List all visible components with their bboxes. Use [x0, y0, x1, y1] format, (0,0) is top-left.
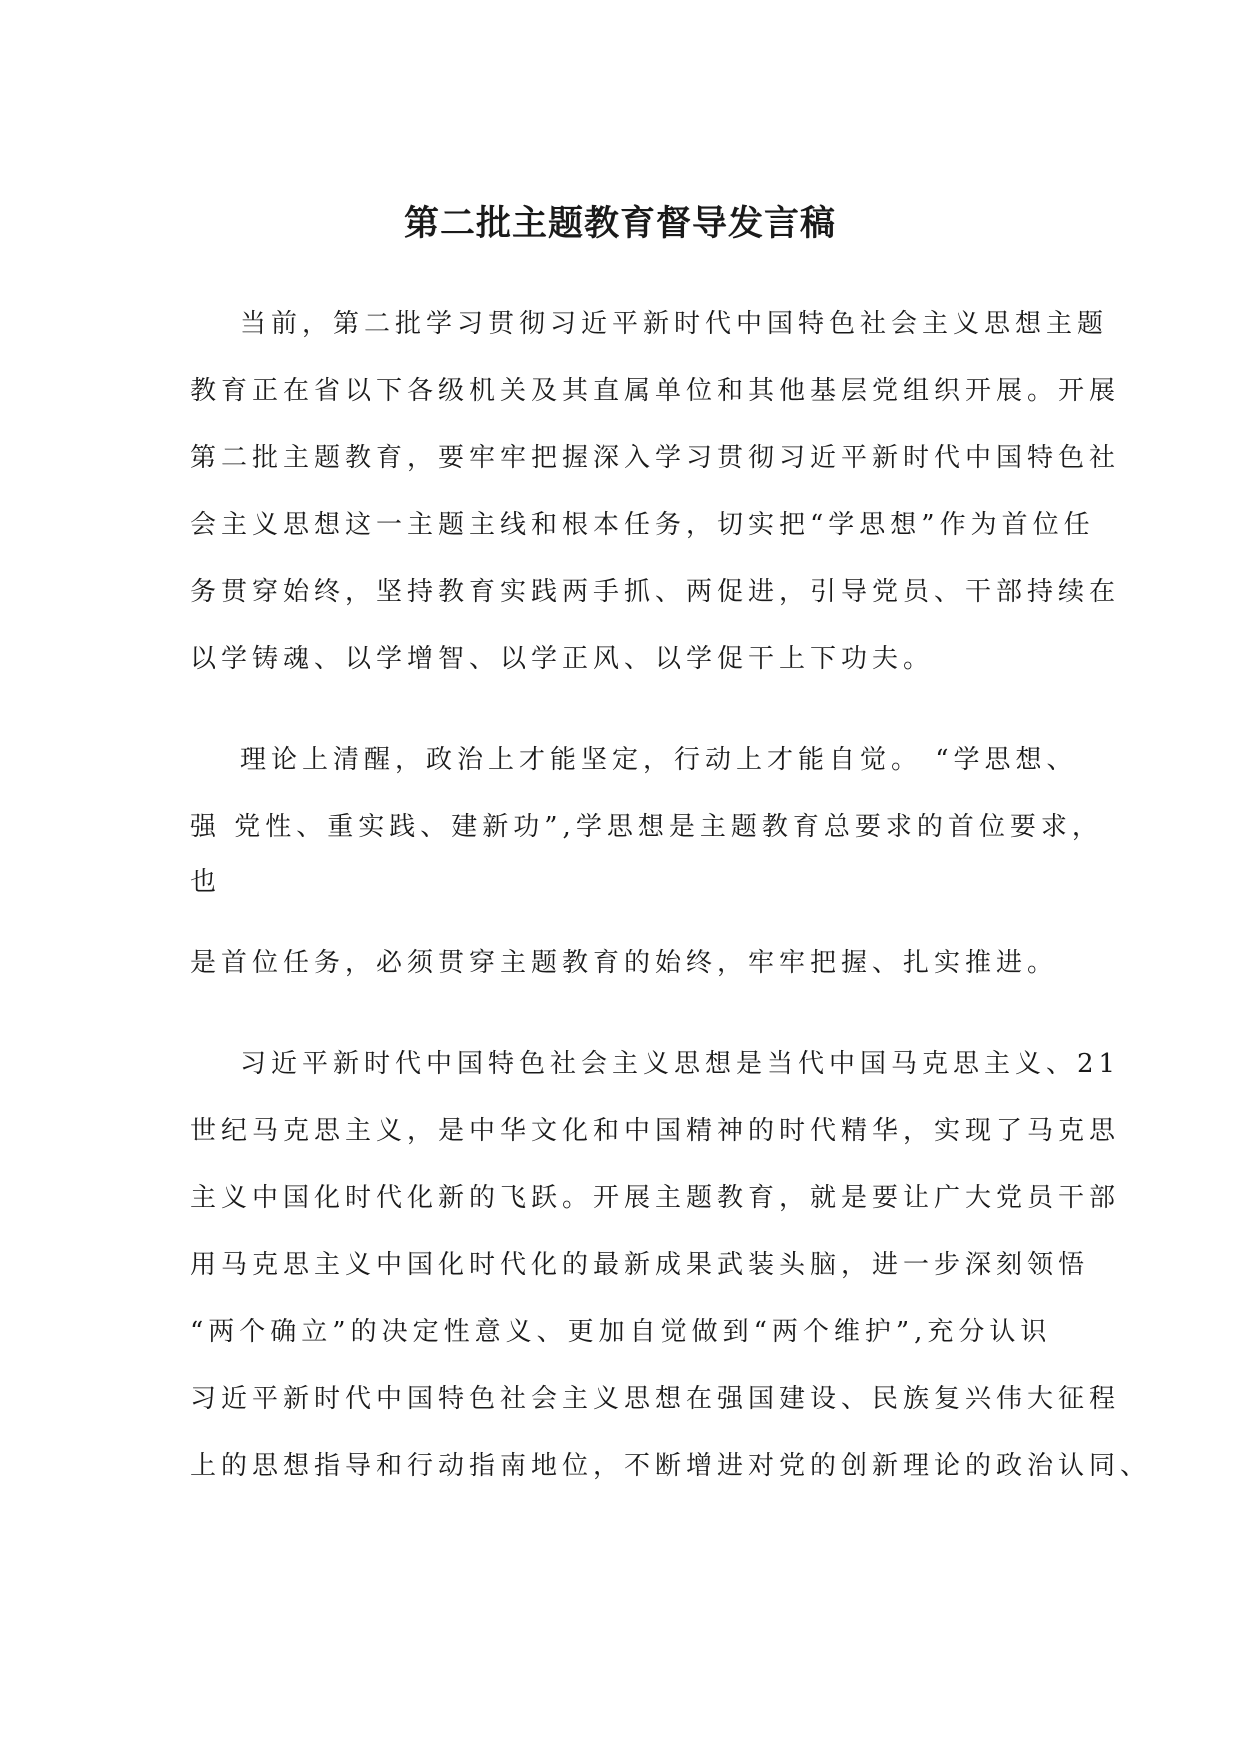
- paragraph-1-line-3: 第二批主题教育，要牢牢把握深入学习贯彻习近平新时代中国特色社: [190, 443, 1121, 473]
- paragraph-2-line-4: 是首位任务，必须贯穿主题教育的始终，牢牢把握、扎实推进。: [190, 948, 1059, 978]
- paragraph-2-line-1: 理论上清醒，政治上才能坚定，行动上才能自觉。 “学思想、: [240, 745, 1078, 775]
- paragraph-1-line-5: 务贯穿始终，坚持教育实践两手抓、两促进，引导党员、干部持续在: [190, 577, 1121, 607]
- paragraph-3-line-3: 主义中国化时代化新的飞跃。开展主题教育，就是要让广大党员干部: [190, 1183, 1121, 1213]
- paragraph-1-line-1: 当前，第二批学习贯彻习近平新时代中国特色社会主义思想主题: [240, 309, 1109, 339]
- paragraph-1-line-2: 教育正在省以下各级机关及其直属单位和其他基层党组织开展。开展: [190, 376, 1121, 406]
- paragraph-2-line-2: 强 党性、重实践、建新功”,学思想是主题教育总要求的首位要求，: [190, 812, 1103, 842]
- paragraph-3-line-4: 用马克思主义中国化时代化的最新成果武装头脑，进一步深刻领悟: [190, 1250, 1090, 1280]
- paragraph-3-line-7: 上的思想指导和行动指南地位，不断增进对党的创新理论的政治认同、: [190, 1451, 1152, 1481]
- document-title: 第二批主题教育督导发言稿: [403, 204, 836, 244]
- paragraph-1-line-6: 以学铸魂、以学增智、以学正风、以学促干上下功夫。: [190, 644, 935, 674]
- paragraph-3-line-6: 习近平新时代中国特色社会主义思想在强国建设、民族复兴伟大征程: [190, 1384, 1121, 1414]
- paragraph-1-line-4: 会主义思想这一主题主线和根本任务，切实把“学思想”作为首位任: [190, 510, 1095, 540]
- paragraph-3-line-2: 世纪马克思主义，是中华文化和中国精神的时代精华，实现了马克思: [190, 1116, 1121, 1146]
- paragraph-3-line-1: 习近平新时代中国特色社会主义思想是当代中国马克思主义、21: [240, 1049, 1121, 1079]
- paragraph-3-line-5: “两个确立”的决定性意义、更加自觉做到“两个维护”,充分认识: [190, 1317, 1052, 1347]
- paragraph-2-line-3: 也: [190, 867, 222, 897]
